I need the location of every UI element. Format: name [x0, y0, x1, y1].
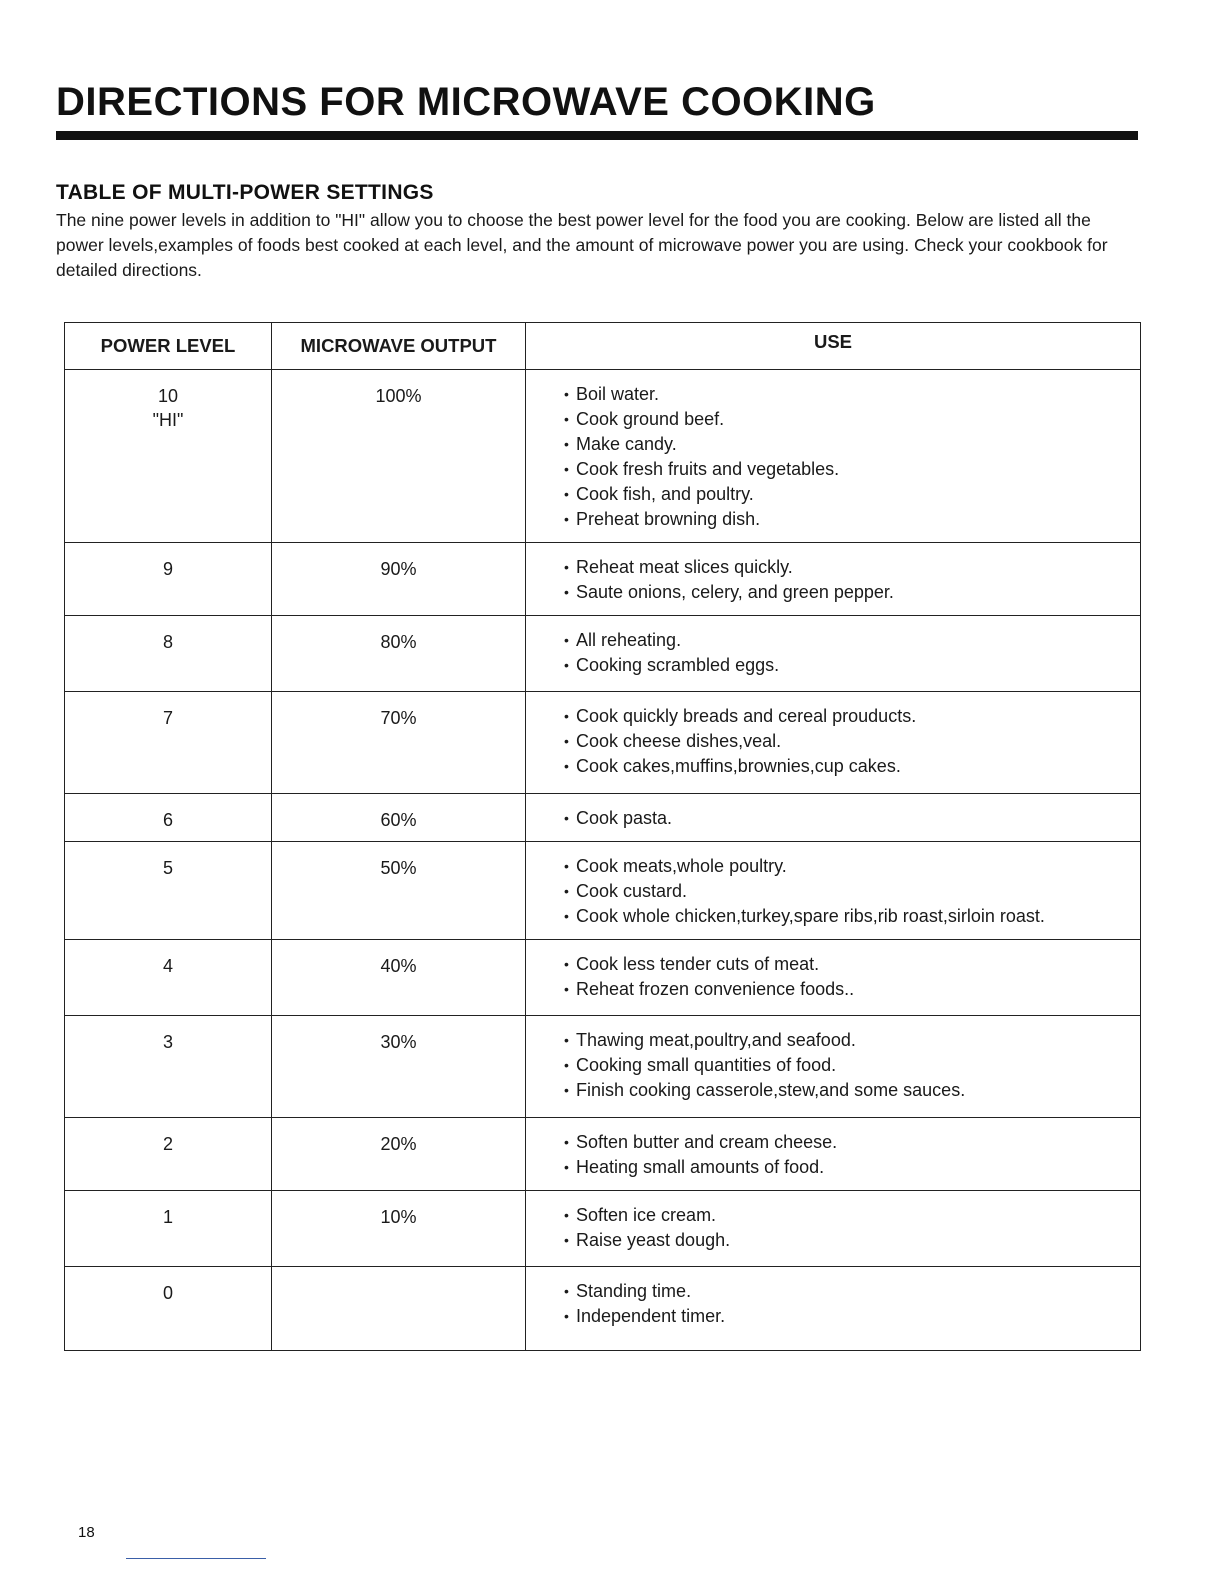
table-header-row — [65, 323, 1141, 370]
header-microwave-output: MICROWAVE OUTPUT — [272, 323, 526, 370]
use-item: • Standing time. — [564, 1279, 1132, 1304]
use-cell — [526, 1016, 1141, 1118]
use-item: • Raise yeast dough. — [564, 1228, 1132, 1253]
power-level-cell — [65, 543, 272, 616]
power-level-value: 8 — [162, 632, 173, 652]
use-cell — [526, 1118, 1141, 1191]
use-item: • Soften butter and cream cheese. — [564, 1130, 1132, 1155]
use-list — [564, 1203, 1132, 1253]
use-cell — [526, 794, 1141, 842]
table-row — [65, 1016, 1141, 1118]
power-level-value: 4 — [162, 956, 173, 976]
power-level-value: "HI" — [152, 410, 184, 430]
use-list — [564, 704, 1132, 779]
use-item: • Thawing meat,poultry,and seafood. — [564, 1028, 1132, 1053]
power-level-cell — [65, 842, 272, 940]
power-level-value: 3 — [162, 1032, 173, 1052]
use-list — [564, 1130, 1132, 1180]
table-row — [65, 543, 1141, 616]
use-list — [564, 1279, 1132, 1329]
use-item: • Finish cooking casserole,stew,and some sauces. — [564, 1078, 1132, 1103]
use-cell — [526, 842, 1141, 940]
table-row — [65, 692, 1141, 794]
intro-paragraph: The nine power levels in addition to "HI" allow you to choose the best power level for the food you are cooking. Below are listed all the power levels,examples of foods best cooked at each level, and the amount of microwave power you are using. Check your cookbook for detailed directions. — [56, 210, 1108, 280]
page-title: DIRECTIONS FOR MICROWAVE COOKING — [56, 80, 876, 124]
microwave-output-cell: 90% — [272, 543, 526, 616]
use-cell — [526, 1267, 1141, 1351]
power-level-cell — [65, 794, 272, 842]
table-body — [65, 370, 1141, 1351]
use-item: • Cooking scrambled eggs. — [564, 653, 1132, 678]
microwave-output-cell: 60% — [272, 794, 526, 842]
microwave-output-cell: 30% — [272, 1016, 526, 1118]
use-list — [564, 1028, 1132, 1103]
table-row — [65, 616, 1141, 692]
use-item: • Independent timer. — [564, 1304, 1132, 1329]
use-item: • Make candy. — [564, 432, 1132, 457]
power-level-value: 9 — [162, 559, 173, 579]
page-number: 18 — [78, 1524, 95, 1541]
power-level-cell — [65, 616, 272, 692]
use-list — [564, 555, 1132, 605]
use-item: • Reheat frozen convenience foods.. — [564, 977, 1132, 1002]
power-level-cell — [65, 1191, 272, 1267]
microwave-output-cell: 100% — [272, 370, 526, 543]
microwave-output-cell: 50% — [272, 842, 526, 940]
table-row — [65, 842, 1141, 940]
use-item: • All reheating. — [564, 628, 1132, 653]
title-rule — [56, 131, 1138, 140]
use-item: • Cook fresh fruits and vegetables. — [564, 457, 1132, 482]
microwave-output-cell: 10% — [272, 1191, 526, 1267]
table-row — [65, 794, 1141, 842]
power-level-value: 6 — [162, 810, 173, 830]
microwave-output-cell: 80% — [272, 616, 526, 692]
power-level-cell — [65, 1118, 272, 1191]
use-list — [564, 952, 1132, 1002]
microwave-output-cell: 70% — [272, 692, 526, 794]
use-item: • Heating small amounts of food. — [564, 1155, 1132, 1180]
power-level-value: 1 — [162, 1207, 173, 1227]
use-cell — [526, 543, 1141, 616]
use-cell — [526, 616, 1141, 692]
use-item: • Reheat meat slices quickly. — [564, 555, 1132, 580]
use-item: • Cook ground beef. — [564, 407, 1132, 432]
use-cell — [526, 1191, 1141, 1267]
power-level-value: 7 — [162, 708, 173, 728]
use-cell — [526, 370, 1141, 543]
table-row — [65, 1191, 1141, 1267]
table-row — [65, 1267, 1141, 1351]
use-item: • Cook meats,whole poultry. — [564, 854, 1132, 879]
use-list — [564, 854, 1132, 929]
power-level-cell — [65, 1016, 272, 1118]
bottom-rule — [126, 1558, 266, 1559]
use-list — [564, 806, 1132, 831]
header-use: USE — [526, 323, 1141, 370]
use-item: • Soften ice cream. — [564, 1203, 1132, 1228]
use-item: • Boil water. — [564, 382, 1132, 407]
power-level-value: 10 — [157, 386, 179, 406]
use-item: • Cook whole chicken,turkey,spare ribs,rib roast,sirloin roast. — [564, 904, 1132, 929]
microwave-output-cell: 20% — [272, 1118, 526, 1191]
use-item: • Cook fish, and poultry. — [564, 482, 1132, 507]
use-item: • Cook quickly breads and cereal prouducts. — [564, 704, 1132, 729]
table-row — [65, 1118, 1141, 1191]
use-item: • Cook cakes,muffins,brownies,cup cakes. — [564, 754, 1132, 779]
microwave-output-cell — [272, 1267, 526, 1351]
power-level-cell — [65, 370, 272, 543]
use-item: • Cook cheese dishes,veal. — [564, 729, 1132, 754]
power-level-value: 2 — [162, 1134, 173, 1154]
use-list — [564, 628, 1132, 678]
use-cell — [526, 940, 1141, 1016]
power-level-cell — [65, 940, 272, 1016]
use-item: • Cook less tender cuts of meat. — [564, 952, 1132, 977]
header-power-level: POWER LEVEL — [65, 323, 272, 370]
use-item: • Preheat browning dish. — [564, 507, 1132, 532]
use-item: • Cook pasta. — [564, 806, 1132, 831]
table-row — [65, 370, 1141, 543]
power-level-cell — [65, 1267, 272, 1351]
power-settings-table — [64, 322, 1141, 1351]
use-item: • Saute onions, celery, and green pepper. — [564, 580, 1132, 605]
use-list — [564, 382, 1132, 532]
section-title: TABLE OF MULTI-POWER SETTINGS — [56, 181, 434, 204]
power-level-value: 0 — [162, 1283, 173, 1303]
table-row — [65, 940, 1141, 1016]
power-level-value: 5 — [162, 858, 173, 878]
microwave-output-cell: 40% — [272, 940, 526, 1016]
use-cell — [526, 692, 1141, 794]
power-level-cell — [65, 692, 272, 794]
use-item: • Cooking small quantities of food. — [564, 1053, 1132, 1078]
use-item: • Cook custard. — [564, 879, 1132, 904]
